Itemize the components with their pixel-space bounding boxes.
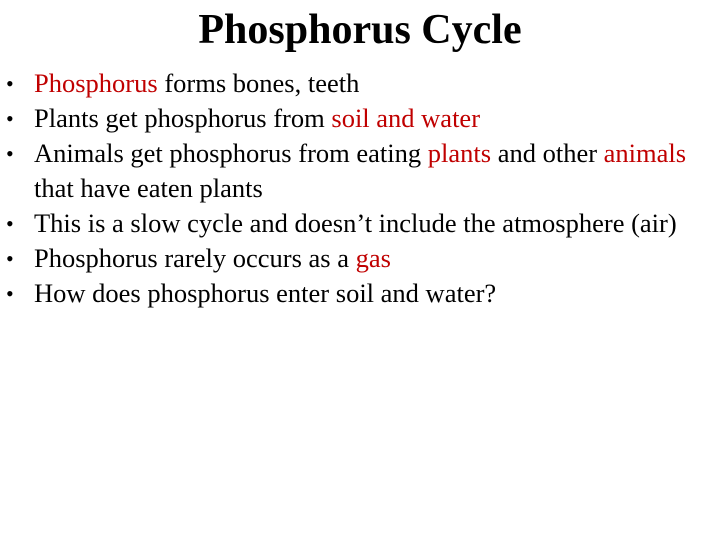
bullet-text: How does phosphorus enter soil and water? bbox=[34, 278, 497, 308]
highlight-text: gas bbox=[355, 243, 391, 273]
bullet-text: Animals get phosphorus from eating bbox=[34, 138, 428, 168]
bullet-text: This is a slow cycle and doesn’t include the atmosphere (air) bbox=[34, 208, 677, 238]
bullet-dot: • bbox=[6, 281, 14, 306]
slide-title: Phosphorus Cycle bbox=[198, 7, 522, 53]
bullet-item bbox=[0, 241, 720, 276]
bullet-item bbox=[0, 66, 720, 101]
bullet-dot: • bbox=[6, 246, 14, 271]
bullet-text: forms bones, teeth bbox=[157, 68, 360, 98]
bullet-item bbox=[0, 276, 720, 311]
bullet-dot: • bbox=[6, 211, 14, 236]
bullet-text: Plants get phosphorus from bbox=[34, 103, 332, 133]
bullet-text: that have eaten plants bbox=[34, 173, 263, 203]
bullet-text: Phosphorus rarely occurs as a bbox=[34, 243, 356, 273]
bullet-item bbox=[0, 206, 720, 241]
highlight-text: animals bbox=[603, 138, 687, 168]
bullet-item bbox=[0, 136, 720, 206]
highlight-text: Phosphorus bbox=[34, 68, 158, 98]
bullet-dot: • bbox=[6, 106, 14, 131]
bullet-text: and other bbox=[491, 138, 604, 168]
bullet-item bbox=[0, 101, 720, 136]
bullet-dot: • bbox=[6, 141, 14, 166]
highlight-text: soil and water bbox=[331, 103, 481, 133]
highlight-text: plants bbox=[427, 138, 492, 168]
bullet-dot: • bbox=[6, 71, 14, 96]
bullet-list bbox=[0, 66, 720, 311]
